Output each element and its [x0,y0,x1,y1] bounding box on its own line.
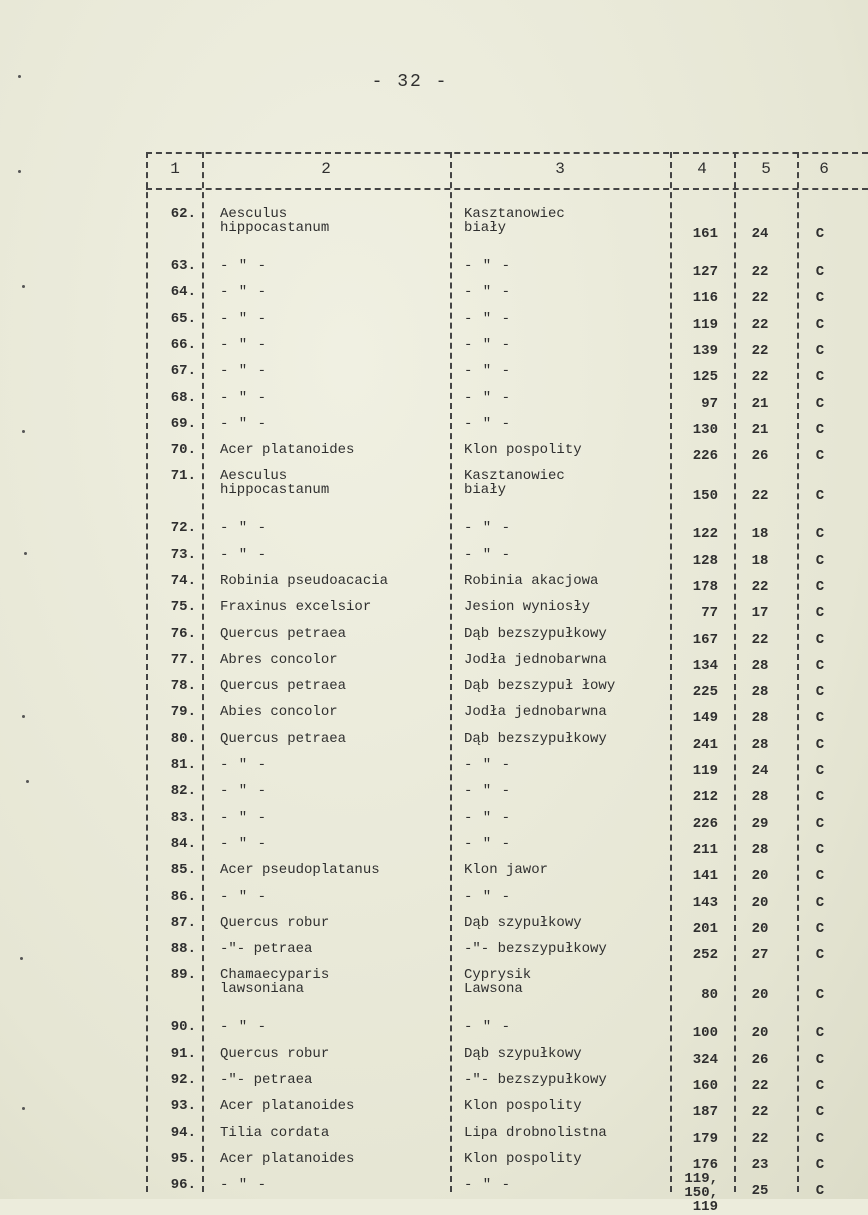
polish-name: - " - [464,1019,512,1035]
col-6-value: C [815,553,825,569]
latin-name: - " - [220,284,268,300]
polish-name: - " - [464,416,512,432]
polish-name: Klon jawor [464,862,549,878]
col-4-value: 167 [692,632,718,648]
row-number: 77. [170,652,196,668]
polish-name: Klon pospolity [464,1151,582,1167]
col-6-value: C [815,737,825,753]
col-4-value: 324 [692,1052,718,1068]
col-6-value: C [815,343,825,359]
row-number: 92. [170,1072,196,1088]
latin-name: Quercus petraea [220,731,347,747]
polish-name: - " - [464,337,512,353]
polish-name: - " - [464,390,512,406]
latin-name: Aesculus hippocastanum [220,468,330,498]
row-number: 90. [170,1019,196,1035]
margin-mark [20,957,23,960]
col-5-value: 18 [751,526,769,542]
row-number: 69. [170,416,196,432]
polish-name: - " - [464,810,512,826]
latin-name: Quercus robur [220,1046,330,1062]
latin-name: Abres concolor [220,652,338,668]
col-4-value: 226 [692,448,718,464]
latin-name: Robinia pseudoacacia [220,573,389,589]
col-5-value: 22 [751,1078,769,1094]
col-4-value: 116 [692,290,718,306]
col-6-value: C [815,1052,825,1068]
col-6-value: C [815,1104,825,1120]
col-6-value: C [815,947,825,963]
col-4-value: 119, 150, 119 [684,1171,718,1215]
col-6-value: C [815,789,825,805]
latin-name: Quercus petraea [220,678,347,694]
col-6-value: C [815,526,825,542]
row-number: 66. [170,337,196,353]
latin-name: -"- petraea [220,1072,313,1088]
col-5-value: 24 [751,763,769,779]
latin-name: Aesculus hippocastanum [220,206,330,236]
col-5-value: 22 [751,632,769,648]
col-4-value: 187 [692,1104,718,1120]
col-6-value: C [815,921,825,937]
col-6-value: C [815,1183,825,1199]
margin-mark [18,75,21,78]
latin-name: - " - [220,783,268,799]
col-5-value: 20 [751,895,769,911]
row-number: 85. [170,862,196,878]
col-6-value: C [815,317,825,333]
header-bottom-border [146,188,868,190]
polish-name: Jodła jednobarwna [464,704,607,720]
column-divider [202,152,204,1192]
latin-name: Acer platanoides [220,1098,355,1114]
margin-mark [22,1107,25,1110]
col-4-value: 122 [692,526,718,542]
latin-name: Acer platanoides [220,442,355,458]
col-4-value: 201 [692,921,718,937]
latin-name: - " - [220,390,268,406]
col-4-value: 125 [692,369,718,385]
page-number: - 32 - [371,72,449,92]
row-number: 94. [170,1125,196,1141]
col-4-value: 141 [692,868,718,884]
col-5-value: 28 [751,789,769,805]
table-header [0,160,868,184]
col-4-value: 225 [692,684,718,700]
col-6-value: C [815,422,825,438]
latin-name: - " - [220,836,268,852]
col-5-value: 18 [751,553,769,569]
col-5-value: 17 [751,605,769,621]
latin-name: - " - [220,1019,268,1035]
row-number: 89. [170,967,196,983]
row-number: 71. [170,468,196,484]
col-5-value: 29 [751,816,769,832]
polish-name: Jodła jednobarwna [464,652,607,668]
row-number: 96. [170,1177,196,1193]
row-number: 84. [170,836,196,852]
col-6-value: C [815,987,825,1003]
col-5-value: 22 [751,579,769,595]
latin-name: Fraxinus excelsior [220,599,372,615]
row-number: 65. [170,311,196,327]
polish-name: - " - [464,1177,512,1193]
row-number: 63. [170,258,196,274]
row-number: 72. [170,520,196,536]
col-5-value: 20 [751,868,769,884]
row-number: 82. [170,783,196,799]
latin-name: Quercus robur [220,915,330,931]
row-number: 70. [170,442,196,458]
col-4-value: 143 [692,895,718,911]
column-divider [146,152,148,1192]
col-6-value: C [815,816,825,832]
col-4-value: 241 [692,737,718,753]
margin-mark [22,715,25,718]
col-4-value: 160 [692,1078,718,1094]
col-4-value: 139 [692,343,718,359]
latin-name: Chamaecyparis lawsoniana [220,967,330,997]
polish-name: - " - [464,258,512,274]
col-5-value: 23 [751,1157,769,1173]
header-col-2: 2 [321,160,331,178]
latin-name: - " - [220,363,268,379]
header-col-6: 6 [819,160,829,178]
col-6-value: C [815,226,825,242]
latin-name: - " - [220,520,268,536]
column-divider [670,152,672,1192]
margin-mark [22,430,25,433]
col-4-value: 127 [692,264,718,280]
col-4-value: 130 [692,422,718,438]
col-6-value: C [815,290,825,306]
polish-name: - " - [464,757,512,773]
col-5-value: 22 [751,317,769,333]
header-col-1: 1 [170,160,180,178]
col-6-value: C [815,1025,825,1041]
row-number: 93. [170,1098,196,1114]
polish-name: - " - [464,311,512,327]
col-4-value: 161 [692,226,718,242]
latin-name: - " - [220,757,268,773]
header-col-4: 4 [697,160,707,178]
latin-name: - " - [220,547,268,563]
col-5-value: 28 [751,710,769,726]
col-6-value: C [815,842,825,858]
col-4-value: 179 [692,1131,718,1147]
col-6-value: C [815,763,825,779]
polish-name: Dąb bezszypuł łowy [464,678,616,694]
latin-name: -"- petraea [220,941,313,957]
col-4-value: 211 [692,842,718,858]
col-5-value: 26 [751,1052,769,1068]
col-4-value: 212 [692,789,718,805]
latin-name: Abies concolor [220,704,338,720]
polish-name: -"- bezszypułkowy [464,1072,607,1088]
col-4-value: 252 [692,947,718,963]
polish-name: Jesion wyniosły [464,599,591,615]
polish-name: Klon pospolity [464,1098,582,1114]
polish-name: Klon pospolity [464,442,582,458]
row-number: 64. [170,284,196,300]
row-number: 87. [170,915,196,931]
col-6-value: C [815,868,825,884]
row-number: 79. [170,704,196,720]
col-6-value: C [815,488,825,504]
col-4-value: 134 [692,658,718,674]
col-6-value: C [815,895,825,911]
polish-name: Dąb szypułkowy [464,915,582,931]
row-number: 62. [170,206,196,222]
latin-name: Acer pseudoplatanus [220,862,380,878]
row-number: 74. [170,573,196,589]
column-divider [797,152,799,1192]
col-6-value: C [815,448,825,464]
polish-name: Dąb bezszypułkowy [464,731,607,747]
column-divider [734,152,736,1192]
latin-name: - " - [220,416,268,432]
col-4-value: 119 [692,763,718,779]
row-number: 86. [170,889,196,905]
row-number: 83. [170,810,196,826]
latin-name: - " - [220,810,268,826]
col-5-value: 28 [751,684,769,700]
latin-name: Tilia cordata [220,1125,330,1141]
col-6-value: C [815,1131,825,1147]
col-4-value: 178 [692,579,718,595]
row-number: 76. [170,626,196,642]
polish-name: - " - [464,547,512,563]
col-6-value: C [815,658,825,674]
col-5-value: 24 [751,226,769,242]
col-6-value: C [815,1078,825,1094]
col-4-value: 100 [692,1025,718,1041]
polish-name: - " - [464,783,512,799]
polish-name: - " - [464,836,512,852]
table-top-border [146,152,868,154]
row-number: 80. [170,731,196,747]
col-5-value: 21 [751,396,769,412]
col-5-value: 22 [751,1104,769,1120]
polish-name: - " - [464,363,512,379]
col-5-value: 27 [751,947,769,963]
col-6-value: C [815,710,825,726]
latin-name: Acer platanoides [220,1151,355,1167]
polish-name: Cyprysik Lawsona [464,967,532,997]
header-col-3: 3 [555,160,565,178]
header-col-5: 5 [761,160,771,178]
col-5-value: 26 [751,448,769,464]
margin-mark [24,552,27,555]
col-5-value: 22 [751,1131,769,1147]
latin-name: - " - [220,337,268,353]
polish-name: Kasztanowiec biały [464,206,565,236]
col-5-value: 20 [751,1025,769,1041]
row-number: 91. [170,1046,196,1062]
col-4-value: 128 [692,553,718,569]
latin-name: - " - [220,258,268,274]
polish-name: Lipa drobnolistna [464,1125,607,1141]
margin-mark [22,285,25,288]
row-number: 88. [170,941,196,957]
col-4-value: 80 [701,987,718,1003]
col-6-value: C [815,684,825,700]
polish-name: -"- bezszypułkowy [464,941,607,957]
col-5-value: 22 [751,488,769,504]
polish-name: - " - [464,284,512,300]
col-6-value: C [815,632,825,648]
latin-name: - " - [220,311,268,327]
col-5-value: 22 [751,369,769,385]
column-divider [450,152,452,1192]
polish-name: Dąb szypułkowy [464,1046,582,1062]
col-4-value: 176 [692,1157,718,1173]
row-number: 78. [170,678,196,694]
col-4-value: 150 [692,488,718,504]
col-5-value: 21 [751,422,769,438]
col-6-value: C [815,369,825,385]
polish-name: Robinia akacjowa [464,573,599,589]
col-6-value: C [815,605,825,621]
col-5-value: 20 [751,921,769,937]
row-number: 68. [170,390,196,406]
row-number: 81. [170,757,196,773]
col-5-value: 25 [751,1183,769,1199]
col-4-value: 77 [701,605,718,621]
col-6-value: C [815,264,825,280]
col-4-value: 226 [692,816,718,832]
polish-name: Dąb bezszypułkowy [464,626,607,642]
row-number: 75. [170,599,196,615]
col-5-value: 22 [751,290,769,306]
col-5-value: 28 [751,658,769,674]
col-5-value: 22 [751,264,769,280]
col-5-value: 20 [751,987,769,1003]
col-4-value: 119 [692,317,718,333]
polish-name: - " - [464,889,512,905]
col-6-value: C [815,1157,825,1173]
col-5-value: 28 [751,737,769,753]
polish-name: Kasztanowiec biały [464,468,565,498]
row-number: 73. [170,547,196,563]
col-5-value: 22 [751,343,769,359]
col-4-value: 149 [692,710,718,726]
margin-mark [26,780,29,783]
row-number: 67. [170,363,196,379]
col-5-value: 28 [751,842,769,858]
row-number: 95. [170,1151,196,1167]
latin-name: Quercus petraea [220,626,347,642]
latin-name: - " - [220,889,268,905]
col-6-value: C [815,396,825,412]
col-4-value: 97 [701,396,718,412]
latin-name: - " - [220,1177,268,1193]
polish-name: - " - [464,520,512,536]
col-6-value: C [815,579,825,595]
